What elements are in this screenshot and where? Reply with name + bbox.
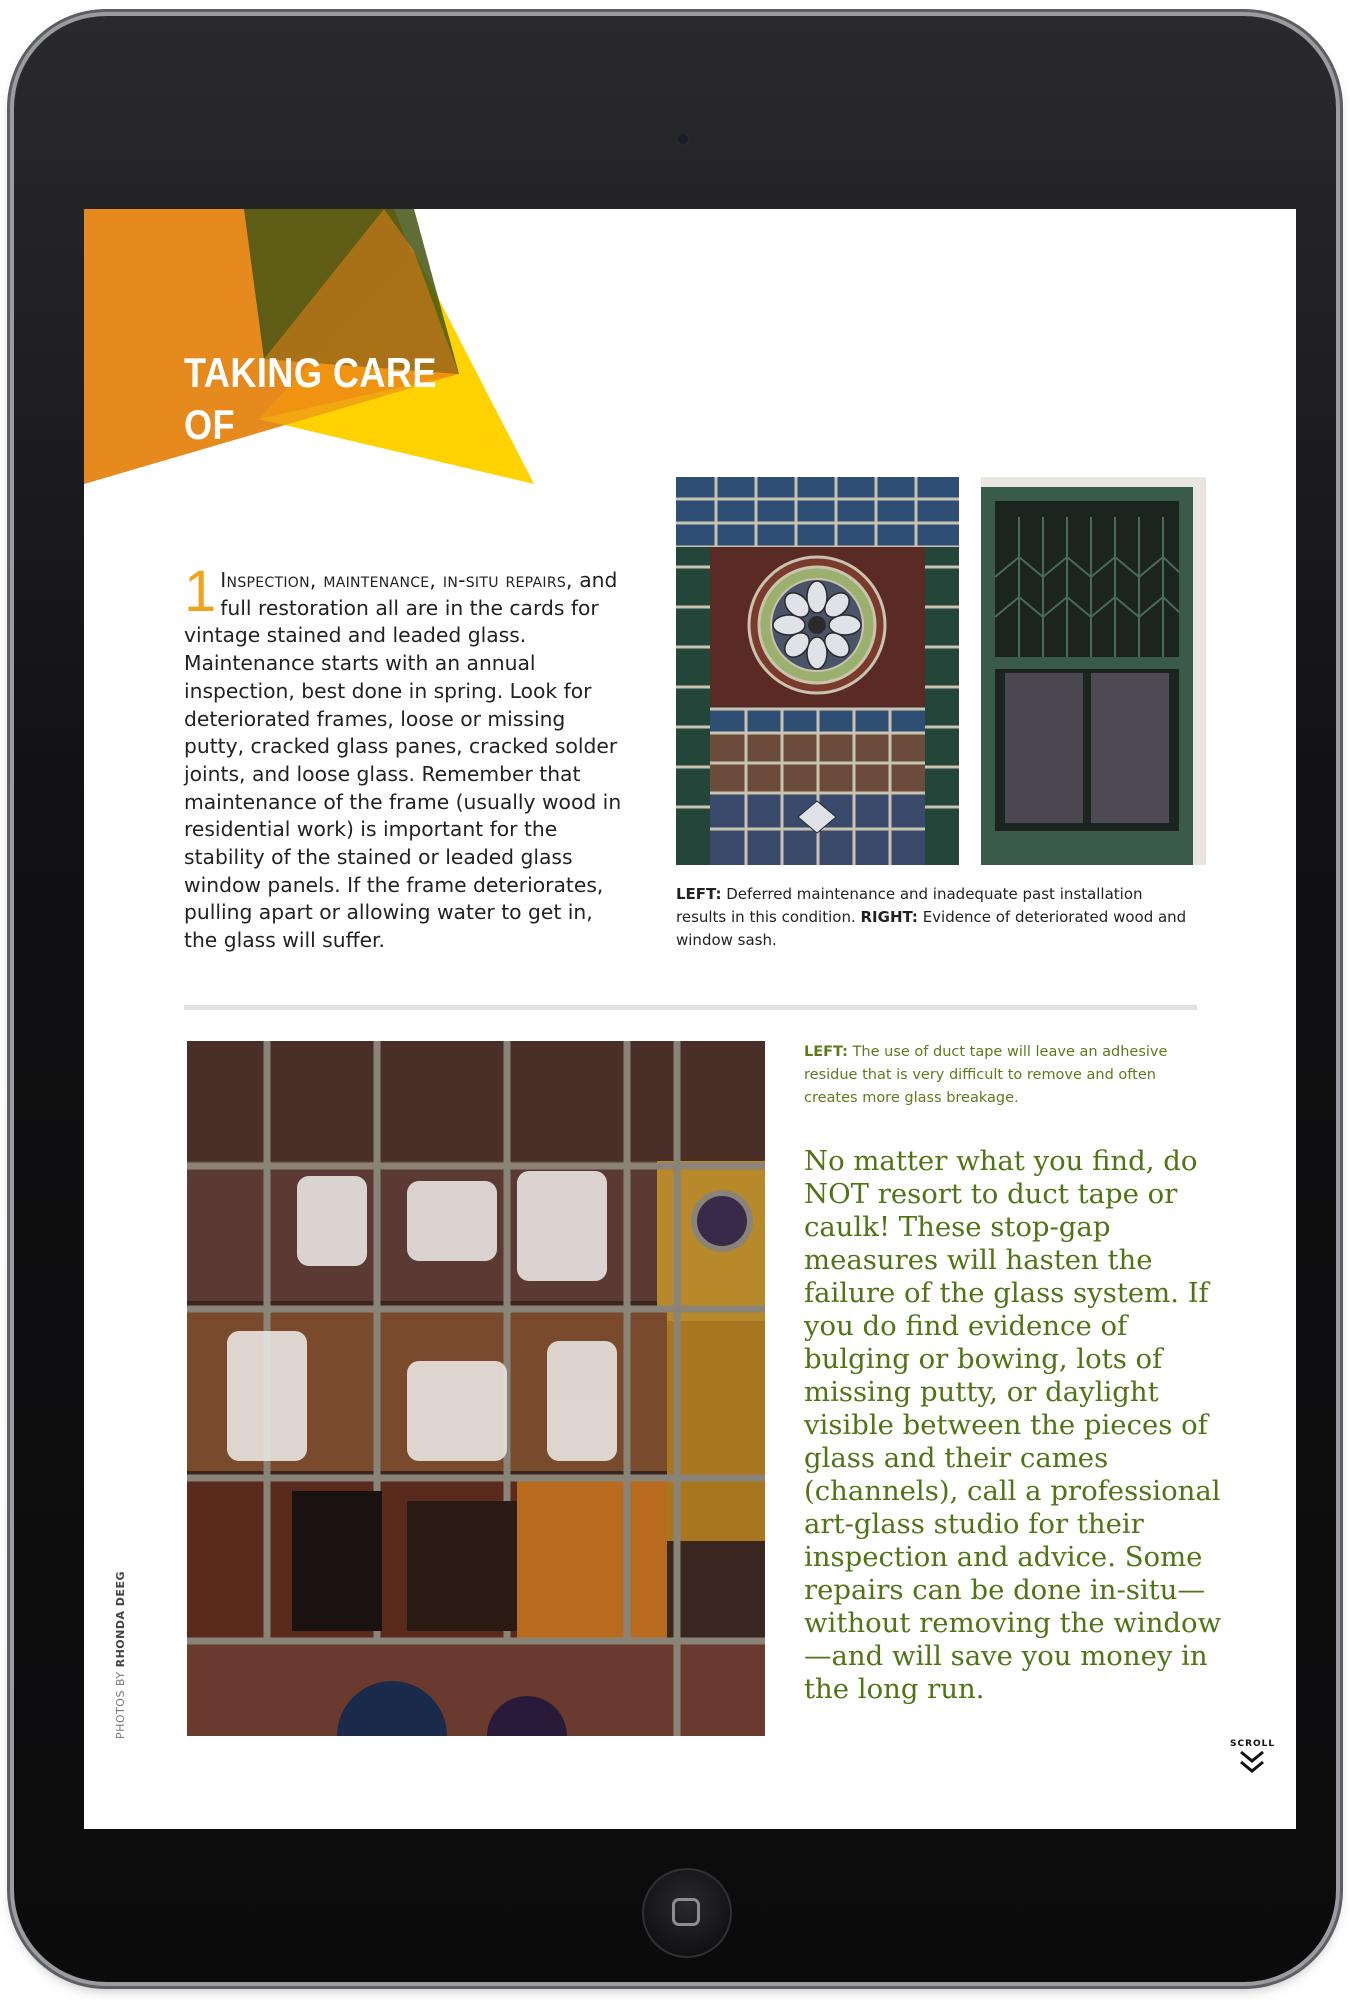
photo-credit [114,1571,127,1739]
caption-right-text: Evidence of deteriorated wood and window sash. [676,908,1187,949]
caption2-label: LEFT: [804,1044,848,1060]
title-line-2: YOUR GLASS [184,453,428,500]
photo-duct-tape-residue [187,1041,765,1736]
photo-caption-top [676,883,1196,952]
page-title [184,347,476,503]
caption2-text: The use of duct tape will leave an adhesive residue that is very difficult to remove and often creates more glass breakage. [804,1044,1168,1106]
drop-cap: 1 [184,559,217,624]
intro-body: and full restoration all are in the cards for vintage stained and leaded glass. Maintenance starts with an annual inspection, best done in spring. Look for deteriorated frames, loose or missing putty, cracked glass panes, cracked solder joints, and loose glass. Remember that maintenance of the frame (usually wood in residential work) is important for the stability of the stained or leaded glass window panels. If the frame deteriorates, pulling apart or allowing water to get in, the glass will suffer. [184,568,622,953]
section-divider [184,1005,1197,1010]
magazine-page[interactable] [84,209,1296,1829]
front-camera [676,132,690,146]
credit-name: RHONDA DEEG [114,1571,127,1668]
double-chevron-down-icon [1237,1749,1267,1775]
caption-left-text: Deferred maintenance and inadequate past installation results in this condition. [676,885,1143,926]
home-button-icon [672,1898,700,1926]
photo-stained-glass-window [676,477,959,865]
photo-window-sash [981,477,1206,865]
caption-right-label: RIGHT: [860,908,918,926]
tablet-frame [14,16,1336,1982]
intro-lead: Inspection, maintenance, in-situ repairs, [220,568,573,592]
scroll-button[interactable] [1230,1739,1274,1779]
home-button[interactable] [642,1868,732,1958]
pull-quote: No matter what you find, do NOT resort to duct tape or caulk! These stop-gap measures will hasten the failure of the glass system. If you do find evidence of bulging or bowing, lots of missing putty, or daylight visible between the pieces of glass and their cames (channels), call a professional art-glass studio for their inspection and advice. Some repairs can be done in-situ—without removing the window—and will save you money in the long run. [804,1145,1222,1705]
title-line-1: TAKING CARE OF [184,349,437,448]
credit-prefix: PHOTOS BY [114,1671,127,1739]
scroll-label: SCROLL [1230,1739,1276,1749]
intro-paragraph [184,559,624,955]
caption-left-label: LEFT: [676,885,722,903]
photo-caption-bottom [804,1041,1184,1110]
